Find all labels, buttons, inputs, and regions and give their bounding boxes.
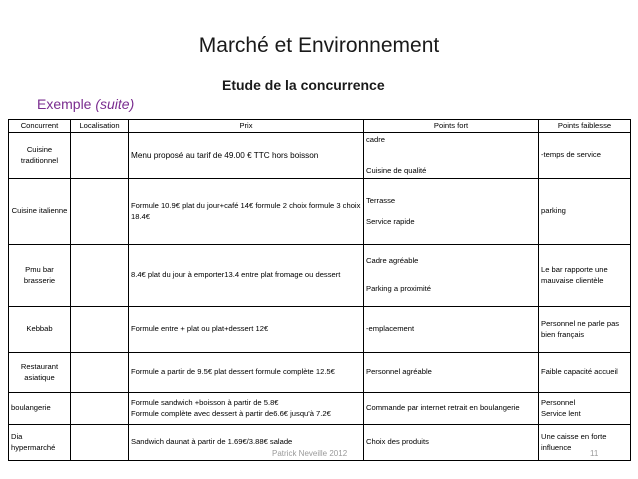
cell-points-fort: Personnel agréable (364, 353, 539, 393)
slide-title: Marché et Environnement (198, 34, 440, 57)
cell-prix (129, 393, 364, 425)
header-concurrent: Concurrent (9, 120, 71, 133)
table-row (9, 353, 631, 393)
cell-prix: 8.4€ plat du jour à emporter13.4 entre plat fromage ou dessert (129, 245, 364, 307)
cell-points-faiblesse: Faible capacité accueil (539, 353, 631, 393)
cell-points-fort: Commande par internet retrait en boulangerie (364, 393, 539, 425)
cell-concurrent: Dia hypermarché (9, 425, 71, 461)
cell-points-fort: -emplacement (364, 307, 539, 353)
cell-concurrent: Cuisine italienne (9, 179, 71, 245)
cell-concurrent: Pmu bar brasserie (9, 245, 71, 307)
cell-localisation (71, 393, 129, 425)
cell-prix: Formule 10.9€ plat du jour+café 14€ formule 2 choix formule 3 choix 18.4€ (129, 179, 364, 245)
header-points-faiblesse: Points faiblesse (539, 120, 631, 133)
cell-prix: Menu proposé au tarif de 49.00 € TTC hors boisson (129, 133, 364, 179)
cell-points-fort (364, 245, 539, 307)
header-prix: Prix (129, 120, 364, 133)
cell-concurrent: Cuisine traditionnel (9, 133, 71, 179)
cell-prix: Formule entre + plat ou plat+dessert 12€ (129, 307, 364, 353)
faiblesse-line: Personnel (541, 398, 576, 408)
cell-points-fort (364, 133, 539, 179)
faiblesse-line: Service lent (541, 408, 581, 418)
cell-points-faiblesse: -temps de service (539, 133, 631, 179)
points-fort-line: Cuisine de qualité (366, 166, 427, 176)
cell-localisation (71, 307, 129, 353)
cell-concurrent: Kebbab (9, 307, 71, 353)
header-points-fort: Points fort (364, 120, 539, 133)
table-row (9, 133, 631, 179)
table-row (9, 179, 631, 245)
footer-author: Patrick Neveille 2012 (272, 449, 348, 458)
cell-points-faiblesse: Une caisse en forte influence (539, 425, 631, 461)
cell-points-faiblesse: Personnel ne parle pas bien français (539, 307, 631, 353)
cell-localisation (71, 353, 129, 393)
cell-concurrent: boulangerie (9, 393, 71, 425)
cell-localisation (71, 425, 129, 461)
prix-line: Formule complète avec dessert à partir de6.6€ jusqu'à 7.2€ (131, 408, 331, 418)
cell-points-fort: Choix des produits (364, 425, 539, 461)
header-localisation: Localisation (71, 120, 129, 133)
example-suffix: (suite) (95, 96, 135, 112)
table-row (9, 245, 631, 307)
points-fort-line: Terrasse (366, 196, 396, 206)
points-fort-line: Service rapide (366, 216, 415, 226)
table-row (9, 307, 631, 353)
competition-table (8, 119, 631, 461)
cell-localisation (71, 179, 129, 245)
page-number: 11 (590, 449, 599, 458)
slide-subtitle: Etude de la concurrence (222, 77, 385, 93)
cell-points-faiblesse: Le bar rapporte une mauvaise clientèle (539, 245, 631, 307)
cell-localisation (71, 245, 129, 307)
cell-prix: Formule a partir de 9.5€ plat dessert formule complète 12.5€ (129, 353, 364, 393)
cell-concurrent: Restaurant asiatique (9, 353, 71, 393)
cell-localisation (71, 133, 129, 179)
points-fort-line: cadre (366, 134, 385, 144)
table-row (9, 393, 631, 425)
cell-points-faiblesse: parking (539, 179, 631, 245)
example-label: Exemple (37, 96, 92, 112)
cell-prix: Sandwich daunat à partir de 1.69€/3.88€ salade (129, 425, 364, 461)
points-fort-line: Cadre agréable (366, 256, 419, 266)
table-header-row (9, 120, 631, 133)
example-heading (37, 96, 134, 112)
points-fort-line: Parking a proximité (366, 284, 431, 294)
prix-line: Formule sandwich +boisson à partir de 5.8€ (131, 398, 279, 408)
cell-points-fort (364, 179, 539, 245)
cell-points-faiblesse (539, 393, 631, 425)
